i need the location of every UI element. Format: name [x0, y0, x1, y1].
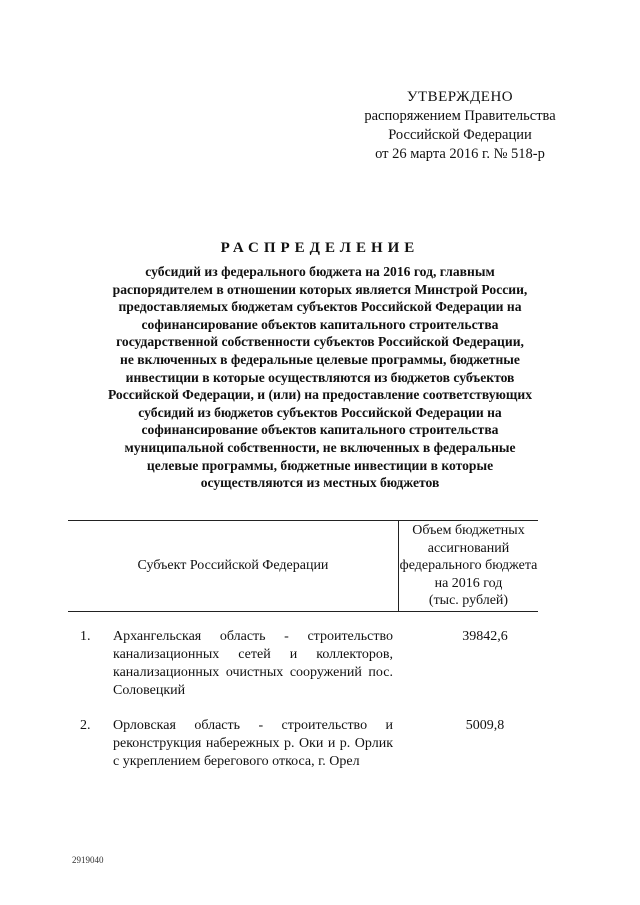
subtitle-line: предоставляемых бюджетам субъектов Российской Федерации на — [118, 299, 522, 315]
approval-authority: распоряжением Правительства — [364, 108, 556, 124]
subtitle-line: муниципальной собственности, не включенных в федеральные — [124, 439, 516, 455]
approval-stamp: УТВЕРЖДЕНО — [406, 89, 514, 105]
subtitle-line: государственной собственности субъектов Российской Федерации, — [116, 334, 524, 350]
subtitle-line: субсидий из федерального бюджета на 2016 год, главным — [145, 264, 495, 279]
row-number: 1. — [80, 629, 91, 644]
row-amount: 39842,6 — [462, 629, 508, 644]
subtitle-line: субсидий из бюджетов субъектов Российской Федерации на — [138, 404, 502, 420]
approval-country: Российской Федерации — [388, 127, 532, 143]
document-title: РАСПРЕДЕЛЕНИЕ — [220, 240, 420, 256]
header-amount-line: (тыс. рублей) — [428, 593, 509, 609]
subtitle-line: инвестиции в которые осуществляются из бюджетов субъектов — [125, 369, 515, 385]
subtitle-line: софинансирование объектов капитального строительства — [141, 422, 499, 438]
header-amount — [399, 521, 538, 611]
subtitle-line: осуществляются из местных бюджетов — [200, 475, 440, 491]
subtitle-line: не включенных в федеральные целевые программы, бюджетные — [120, 351, 520, 367]
row-number: 2. — [80, 718, 91, 733]
table-header — [68, 520, 538, 612]
subtitle-line: распорядителем в отношении которых является Минстрой России, — [112, 281, 528, 297]
header-amount-line: ассигнований — [427, 540, 510, 556]
subtitle-line: софинансирование объектов капитального строительства — [141, 316, 499, 332]
header-amount-line: Объем бюджетных — [412, 523, 525, 539]
subtitle-line: Российской Федерации, и (или) на предоставление соответствующих — [107, 387, 533, 403]
row-description: Орловская область - строительство и реконструкция набережных р. Оки и р. Орлик с укреплением берегового откоса, г. Орел — [113, 718, 393, 769]
document-subtitle — [60, 263, 580, 492]
row-amount: 5009,8 — [465, 718, 505, 733]
footer-document-code: 2919040 — [72, 855, 104, 865]
approval-block — [330, 88, 590, 164]
row-description: Архангельская область - строительство канализационных сетей и коллекторов, канализационных очистных сооружений пос. Соловецкий — [113, 629, 393, 698]
header-subject: Субъект Российской Федерации — [137, 558, 329, 573]
header-amount-line: федерального бюджета — [399, 558, 538, 574]
header-amount-line: на 2016 год — [434, 575, 503, 591]
approval-date-number: от 26 марта 2016 г. № 518-р — [375, 146, 545, 162]
subtitle-line: целевые программы, бюджетные инвестиции в которые — [146, 457, 494, 473]
